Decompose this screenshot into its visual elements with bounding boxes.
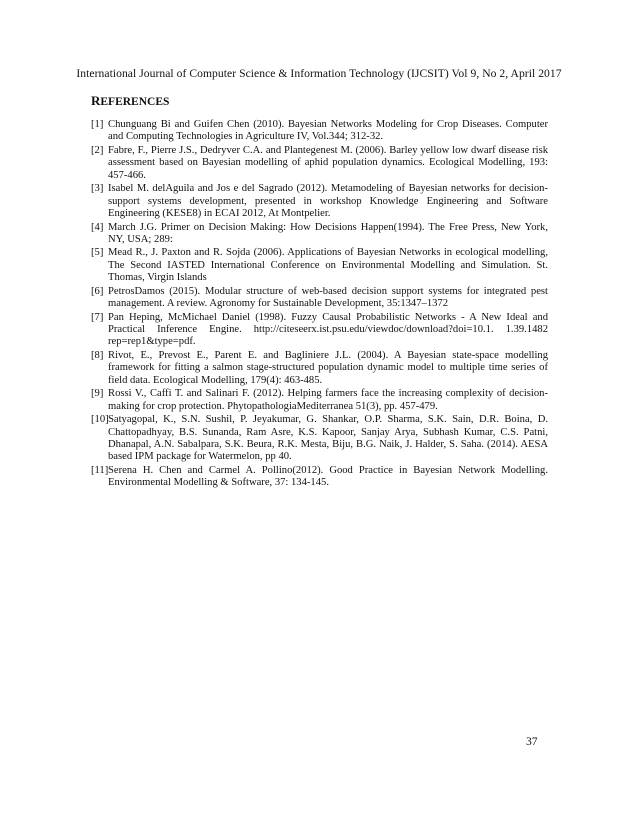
reference-text: Isabel M. delAguila and Jos e del Sagrado (2012). Metamodeling of Bayesian networks for decision-support systems development, presented in workshop Knowledge Engineering and Software Engineering (KESE8) in ECAI 2012, At Montpelier.: [108, 183, 548, 220]
running-header: International Journal of Computer Science & Information Technology (IJCSIT) Vol 9, No 2, April 2017: [76, 67, 562, 80]
reference-item-4: [91, 222, 548, 247]
reference-number: [8]: [91, 349, 104, 361]
reference-text: Pan Heping, McMichael Daniel (1998). Fuzzy Causal Probabilistic Networks - A New Ideal and Practical Inference Engine. http://citeseerx.ist.psu.edu/viewdoc/download?doi=10.1. 1.39.1482 rep=rep1&type=pdf.: [108, 311, 548, 348]
reference-item-7: [91, 312, 548, 349]
reference-number: [9]: [91, 388, 104, 400]
reference-number: [6]: [91, 285, 104, 297]
reference-number: [4]: [91, 221, 104, 233]
reference-number: [7]: [91, 311, 104, 323]
references-list: [91, 119, 548, 491]
reference-text: Chunguang Bi and Guifen Chen (2010). Bayesian Networks Modeling for Crop Diseases. Computer and Computing Technologies in Agriculture IV, Vol.344; 312-32.: [108, 119, 548, 143]
reference-text: PetrosDamos (2015). Modular structure of web-based decision support systems for integrated pest management. A review. Agronomy for Sustainable Development, 35:1347–1372: [108, 285, 548, 310]
reference-number: [2]: [91, 144, 104, 156]
reference-text: Rossi V., Caffi T. and Salinari F. (2012). Helping farmers face the increasing complexity of decision-making for crop protection. PhytopathologiaMediterranea 51(3), pp. 457-479.: [108, 388, 548, 412]
reference-item-8: [91, 350, 548, 387]
reference-item-3: [91, 183, 548, 220]
reference-text: March J.G. Primer on Decision Making: How Decisions Happen(1994). The Free Press, New York, NY, USA; 289:: [108, 221, 548, 245]
reference-number: [5]: [91, 247, 104, 259]
reference-text: Satyagopal, K., S.N. Sushil, P. Jeyakumar, G. Shankar, O.P. Sharma, S.K. Sain, D.R. Boina, D. Chattopadhyay, B.S. Sunanda, Ram Asre, K.S. Kapoor, Sanjay Arya, Subhash Kumar, C.S. Patni, Dhanapal, A.N. Sabalpara, S.K. Beura, R.K. Mesta, Biju, B.G. Naik, J. Halder, S. Saha. (2014). AESA based IPM package for Watermelon, pp 40.: [108, 414, 548, 463]
reference-item-10: [91, 414, 548, 464]
reference-item-9: [91, 388, 548, 413]
reference-number: [11]: [91, 464, 109, 476]
reference-text: Serena H. Chen and Carmel A. Pollino(2012). Good Practice in Bayesian Network Modelling. Environmental Modelling & Software, 37: 134-145.: [108, 464, 548, 489]
page-number: 37: [526, 735, 538, 748]
reference-text: Mead R., J. Paxton and R. Sojda (2006). Applications of Bayesian Networks in ecological modelling, The Second IASTED International Conference on Environmental Modelling and Simulation. St. Thomas, Virgin Islands: [108, 247, 548, 284]
reference-item-2: [91, 145, 548, 182]
reference-number: [3]: [91, 183, 104, 195]
reference-item-11: [91, 465, 548, 490]
references-heading-initial: R: [91, 93, 101, 108]
references-heading: [91, 93, 169, 109]
reference-text: Rivot, E., Prevost E., Parent E. and Bagliniere J.L. (2004). A Bayesian state-space modelling framework for fitting a salmon stage-structured population dynamic model to multiple time series of field data. Ecological Modelling, 179(4): 463-485.: [108, 349, 548, 386]
reference-number: [1]: [91, 119, 104, 130]
reference-text: Fabre, F., Pierre J.S., Dedryver C.A. and Plantegenest M. (2006). Barley yellow low dwarf disease risk assessment based on Bayesian modelling of aphid population dynamics. Ecological Modelling, 193: 457-466.: [108, 144, 548, 181]
reference-item-1: [91, 119, 548, 144]
references-heading-rest: EFERENCES: [100, 96, 170, 108]
reference-item-6: [91, 286, 548, 311]
reference-item-5: [91, 247, 548, 284]
reference-number: [10]: [91, 414, 109, 426]
